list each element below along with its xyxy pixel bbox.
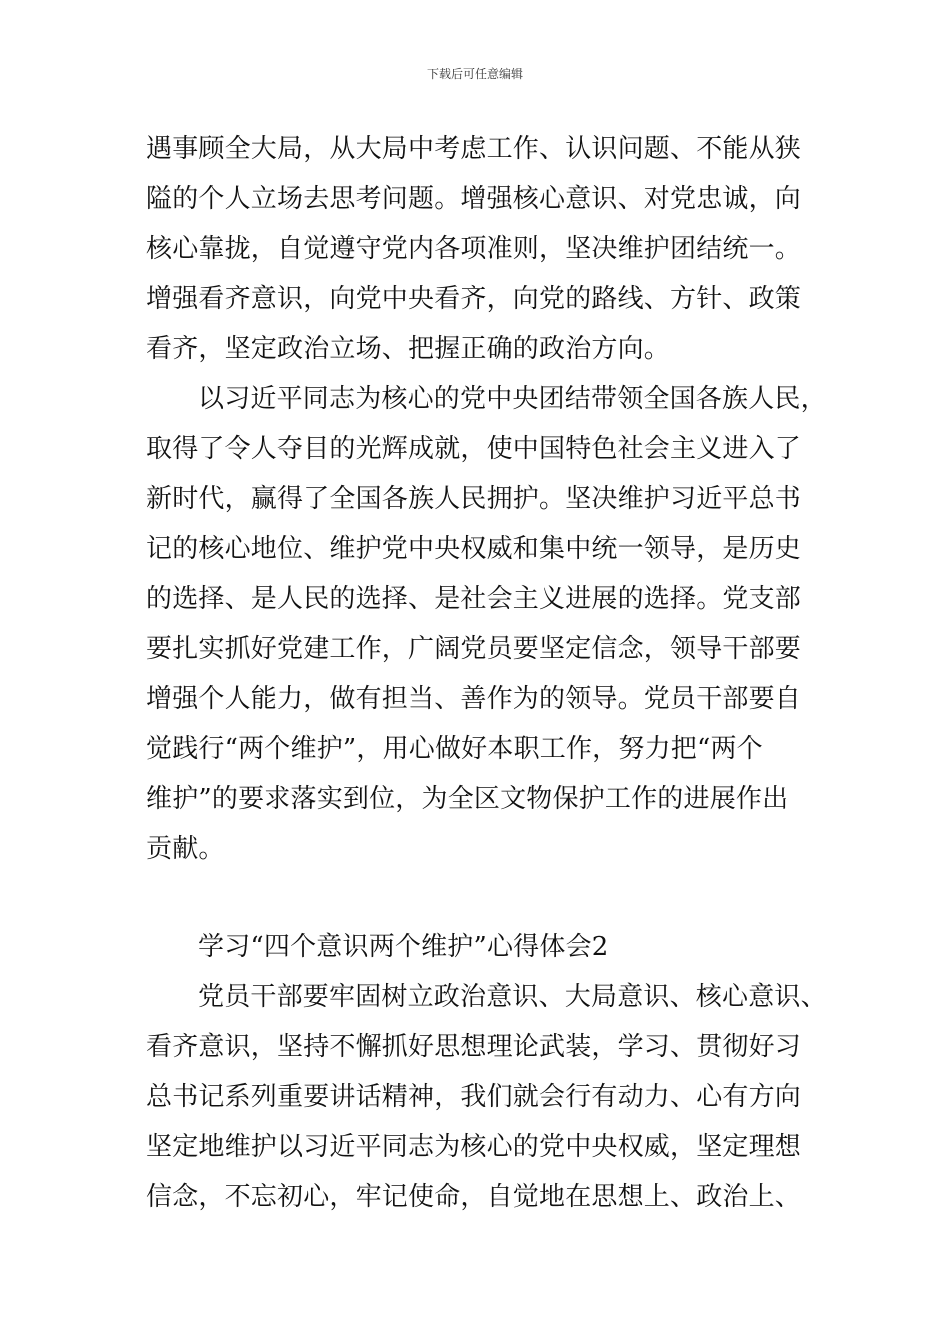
- text-line: 看齐意识，坚持不懈抓好思想理论武装，学习、贯彻好习: [146, 1032, 802, 1062]
- text-line: 新时代，赢得了全国各族人民拥护。坚决维护习近平总书: [146, 484, 802, 514]
- text-line: 觉践行“两个维护”，用心做好本职工作，努力把“两个: [146, 734, 763, 764]
- text-line: 贡献。: [146, 834, 225, 864]
- text-line: 看齐，坚定政治立场、把握正确的政治方向。: [146, 334, 671, 364]
- text-line: 核心靠拢，自觉遵守党内各项准则，坚决维护团结统一。: [146, 234, 802, 264]
- text-line: 总书记系列重要讲话精神，我们就会行有动力、心有方向: [146, 1082, 802, 1112]
- text-line: 的选择、是人民的选择、是社会主义进展的选择。党支部: [146, 584, 802, 614]
- text-line: 取得了令人夺目的光辉成就，使中国特色社会主义进入了: [146, 434, 802, 464]
- page-header: 下载后可任意编辑: [426, 67, 523, 81]
- text-line: 维护”的要求落实到位，为全区文物保护工作的进展作出: [146, 784, 789, 814]
- text-line: 信念，不忘初心，牢记使命，自觉地在思想上、政治上、: [146, 1182, 802, 1212]
- text-line: 隘的个人立场去思考问题。增强核心意识、对党忠诚，向: [146, 184, 802, 214]
- text-line: 增强个人能力，做有担当、善作为的领导。党员干部要自: [146, 684, 802, 714]
- text-line: 增强看齐意识，向党中央看齐，向党的路线、方针、政策: [146, 284, 802, 314]
- section-heading: 学习“四个意识两个维护”心得体会2: [198, 932, 609, 962]
- text-line: 遇事顾全大局，从大局中考虑工作、认识问题、不能从狭: [146, 134, 802, 164]
- paragraph-first-line: 党员干部要牢固树立政治意识、大局意识、核心意识、: [198, 982, 827, 1012]
- text-line: 要扎实抓好党建工作，广阔党员要坚定信念，领导干部要: [146, 634, 802, 664]
- text-line: 坚定地维护以习近平同志为核心的党中央权威，坚定理想: [146, 1132, 802, 1162]
- paragraph-first-line: 以习近平同志为核心的党中央团结带领全国各族人民，: [198, 384, 827, 414]
- text-line: 记的核心地位、维护党中央权威和集中统一领导，是历史: [146, 534, 802, 564]
